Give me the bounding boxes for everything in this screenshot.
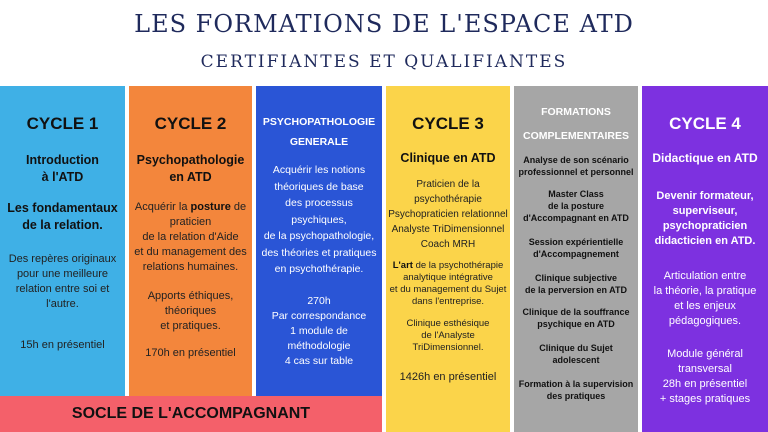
complementaires-item: Master Class de la posture d'Accompagnant en ATD [523, 189, 629, 223]
complementaires-item: Session expérientielle d'Accompagnement [528, 237, 624, 259]
cycle2-subtitle: Psychopathologie en ATD [136, 153, 245, 184]
complementaires-item: Clinique du Sujet adolescent [539, 343, 613, 365]
cycle3-clinique: Clinique esthésique de l'Analyste TriDimensionnel. [406, 318, 490, 353]
cycle2-hours: 170h en présentiel [145, 347, 236, 359]
complementaires-item: Formation à la supervision des pratiques [518, 379, 634, 401]
psychopathologie-details: 270h Par correspondance 1 module de méthodologie 4 cas sur table [271, 294, 367, 367]
cycle3-art-text: de la psychothérapie analytique intégrative et du management du Sujet dans l'entreprise. [389, 260, 507, 307]
cycle3-art [386, 260, 510, 308]
socle-banner: SOCLE DE L'ACCOMPAGNANT [0, 396, 382, 432]
cycle4-subtitle: Didactique en ATD [652, 151, 758, 165]
cycle4-module: Module général transversal 28h en présentiel + stages pratiques [659, 348, 751, 405]
psychopathologie-title: PSYCHOPATHOLOGIE GENERALE [262, 116, 376, 148]
complementaires-column [514, 86, 638, 432]
psychopathologie-description: Acquérir les notions théoriques de base des processus psychiques, de la psychopathologie, des théories et pratiques en psychothérapie. [261, 164, 377, 275]
psychopathologie-column [256, 86, 382, 432]
cycle2-contributions: Apports éthiques, théoriques et pratiques. [147, 290, 234, 332]
cycle1-title: CYCLE 1 [26, 114, 99, 133]
cycle1-hours: 15h en présentiel [20, 339, 105, 351]
cycle4-title: CYCLE 4 [669, 114, 741, 133]
cycle3-subtitle: Clinique en ATD [400, 151, 496, 165]
cycle3-art-bold: L'art [392, 260, 413, 271]
complementaires-item: Analyse de son scénario professionnel et personnel [518, 155, 634, 177]
cycle3-hours: 1426h en présentiel [399, 371, 497, 383]
cycle1-theme: Les fondamentaux de la relation. [7, 201, 118, 232]
cycle2-description [129, 200, 252, 275]
cycle3-title: CYCLE 3 [412, 114, 484, 133]
complementaires-item: Clinique de la souffrance psychique en ATD [522, 307, 630, 329]
cycle3-titles: Praticien de la psychothérapie Psychopraticien relationnel Analyste TriDimensionnel Coach MRH [388, 179, 508, 250]
cycle1-subtitle: Introduction à l'ATD [26, 153, 99, 184]
cycle2-description-pre: Acquérir la [134, 201, 191, 213]
cycle1-description: Des repères originaux pour une meilleure relation entre soi et l'autre. [8, 253, 117, 310]
cycle3-column [386, 86, 510, 432]
cycle1-column [0, 86, 125, 432]
cycle4-articulation: Articulation entre la théorie, la pratique et les enjeux pédagogiques. [653, 270, 757, 327]
page-title: LES FORMATIONS DE L'ESPACE ATD [134, 10, 634, 38]
cycle2-column [129, 86, 252, 432]
complementaires-title: FORMATIONS COMPLEMENTAIRES [523, 106, 629, 142]
cycle2-title: CYCLE 2 [154, 114, 227, 133]
cycle2-description-post: de praticien de la relation d'Aide et du management des relations humaines. [134, 201, 247, 273]
cycle4-goal: Devenir formateur, superviseur, psychopraticien didacticien en ATD. [654, 190, 756, 247]
cycle4-column [642, 86, 768, 432]
page-subtitle: CERTIFIANTES ET QUALIFIANTES [200, 52, 568, 72]
complementaires-item: Clinique subjective de la perversion en ATD [524, 273, 628, 295]
cycle2-posture: posture [190, 201, 231, 213]
